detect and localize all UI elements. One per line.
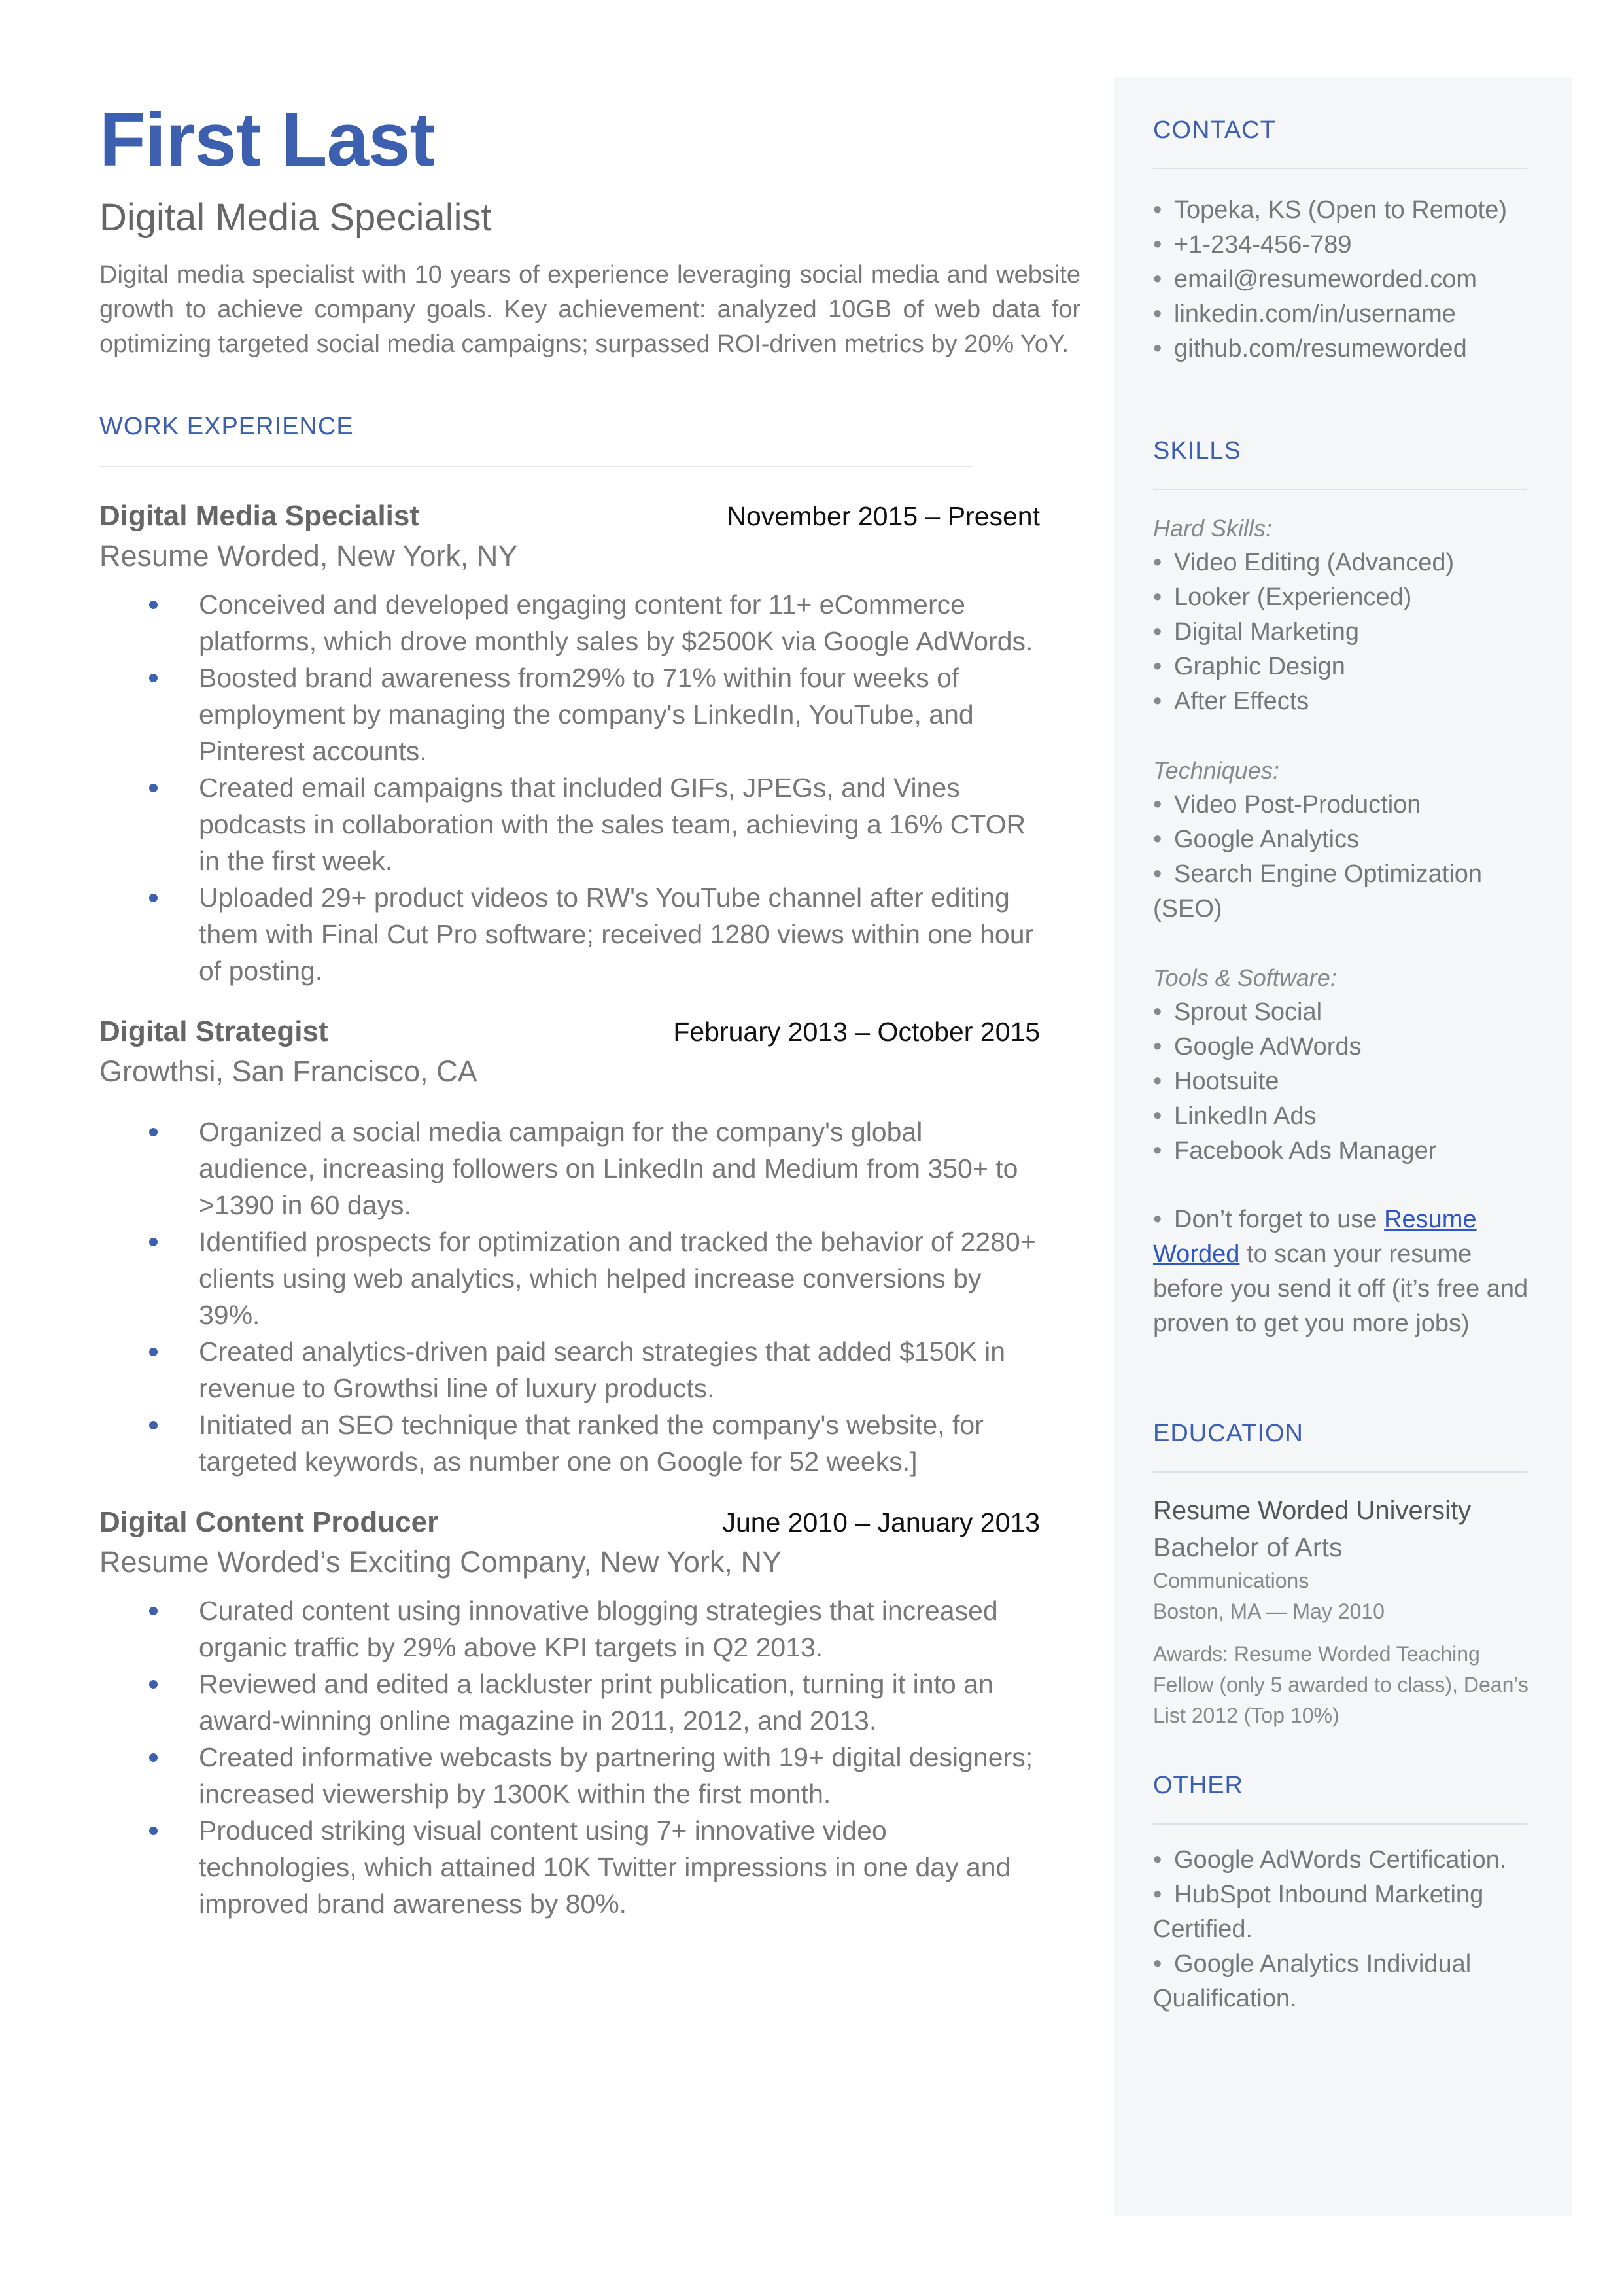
bullet-item: Created informative webcasts by partnering with 19+ digital designers; increased viewership by 1300K within the first month. <box>199 1739 1040 1812</box>
bullet-item: Created analytics-driven paid search strategies that added $150K in revenue to Growthsi line of luxury products. <box>199 1333 1040 1407</box>
skill-item: • After Effects <box>1153 688 1309 715</box>
job-dates: June 2010 – January 2013 <box>722 1507 1040 1538</box>
bullet-item: Created email campaigns that included GIFs, JPEGs, and Vines podcasts in collaboration with the sales team, achieving a 16% CTOR in the first week. <box>199 769 1040 879</box>
skill-item: • Sprout Social <box>1153 998 1322 1026</box>
skill-item: • Video Post-Production <box>1153 791 1421 818</box>
bullet-icon: • <box>1153 335 1162 362</box>
divider <box>99 466 973 467</box>
job-entry <box>99 1015 1040 1480</box>
contact-github[interactable]: • github.com/resumeworded <box>1153 332 1539 366</box>
school-name: Resume Worded University <box>1153 1496 1472 1525</box>
bullet-icon: • <box>1153 300 1162 328</box>
bullet-item: Initiated an SEO technique that ranked the company's website, for targeted keywords, as number one on Google for 52 weeks.] <box>199 1407 1040 1480</box>
bullet-item: Boosted brand awareness from29% to 71% within four weeks of employment by managing the company's LinkedIn, YouTube, and Pinterest accounts. <box>199 659 1040 769</box>
skill-item: • Hootsuite <box>1153 1068 1279 1095</box>
education-awards: Awards: Resume Worded Teaching Fellow (only 5 awarded to class), Dean’s List 2012 (Top 10%) <box>1153 1642 1529 1727</box>
resume-worded-link[interactable]: Resume Worded <box>1153 1206 1477 1268</box>
sidebar <box>1114 77 1572 2216</box>
contact-location: • Topeka, KS (Open to Remote) <box>1153 193 1539 228</box>
field-of-study: Communications <box>1153 1569 1309 1592</box>
skill-item: • Facebook Ads Manager <box>1153 1137 1437 1165</box>
job-title: Digital Media Specialist <box>99 500 420 533</box>
job-company: Growthsi, San Francisco, CA <box>99 1055 477 1089</box>
contact-linkedin[interactable]: • linkedin.com/in/username <box>1153 297 1539 332</box>
main-column <box>99 98 1080 1922</box>
bullet-item: Uploaded 29+ product videos to RW's YouTube channel after editing them with Final Cut Pro software; received 1280 views within one hour of posting. <box>199 879 1040 989</box>
candidate-name: First Last <box>99 97 435 182</box>
contact-heading: CONTACT <box>1153 116 1276 144</box>
job-company: Resume Worded’s Exciting Company, New York, NY <box>99 1545 782 1579</box>
skill-item: • Looker (Experienced) <box>1153 584 1412 611</box>
divider <box>1153 168 1527 169</box>
job-entry <box>99 1506 1040 1922</box>
bullet-item: Organized a social media campaign for the company's global audience, increasing followers on LinkedIn and Medium from 350+ to >1390 in 60 days. <box>199 1113 1040 1223</box>
education-heading: EDUCATION <box>1153 1420 1304 1447</box>
tools-label: Tools & Software: <box>1153 964 1337 991</box>
skills-list <box>1153 511 1539 1341</box>
skill-item: • LinkedIn Ads <box>1153 1102 1317 1130</box>
degree: Bachelor of Arts <box>1153 1532 1343 1562</box>
bullet-item: Produced striking visual content using 7+ innovative video technologies, which attained 10K Twitter impressions in one day and improved brand awareness by 80%. <box>199 1812 1040 1922</box>
skill-item: • Digital Marketing <box>1153 618 1359 646</box>
job-bullets <box>99 586 1040 989</box>
hard-skills-label: Hard Skills: <box>1153 515 1273 542</box>
skill-item: • Video Editing (Advanced) <box>1153 549 1455 576</box>
other-item: • Google AdWords Certification. <box>1153 1846 1507 1874</box>
bullet-icon: • <box>1153 231 1162 258</box>
divider <box>1153 1471 1527 1473</box>
skills-heading: SKILLS <box>1153 437 1241 464</box>
job-entry <box>99 500 1040 989</box>
job-bullets <box>99 1592 1040 1922</box>
bullet-icon: • <box>1153 266 1162 293</box>
job-title: Digital Content Producer <box>99 1506 439 1539</box>
contact-phone[interactable]: • +1-234-456-789 <box>1153 228 1539 262</box>
skill-item: • Graphic Design <box>1153 653 1345 680</box>
bullet-item: Identified prospects for optimization and tracked the behavior of 2280+ clients using web analytics, which helped increase conversions by 39%. <box>199 1223 1040 1333</box>
job-title-headline: Digital Media Specialist <box>99 196 492 239</box>
other-heading: OTHER <box>1153 1772 1243 1799</box>
education-location-date: Boston, MA — May 2010 <box>1153 1600 1385 1623</box>
skill-item: • Google AdWords <box>1153 1033 1362 1060</box>
other-item: • Google Analytics Individual Qualification. <box>1153 1950 1472 2012</box>
job-company: Resume Worded, New York, NY <box>99 539 518 573</box>
contact-list <box>1153 193 1539 366</box>
work-experience-heading: WORK EXPERIENCE <box>99 413 354 441</box>
skill-item: • Google Analytics <box>1153 826 1360 853</box>
job-dates: February 2013 – October 2015 <box>673 1017 1040 1047</box>
summary: Digital media specialist with 10 years of experience leveraging social media and website growth to achieve company goals. Key achievement: analyzed 10GB of web data for optimizing targeted social media campaigns; surpassed ROI-driven metrics by 20% YoY. <box>99 261 1080 359</box>
divider <box>1153 1823 1527 1825</box>
divider <box>1153 489 1527 490</box>
skill-item: • Search Engine Optimization (SEO) <box>1153 860 1483 922</box>
resume-tip: • Don’t forget to use Resume Worded to scan your resume before you send it off (it’s free and proven to get you more jobs) <box>1153 1206 1529 1337</box>
bullet-icon: • <box>1153 196 1162 224</box>
bullet-item: Conceived and developed engaging content for 11+ eCommerce platforms, which drove monthly sales by $2500K via Google AdWords. <box>199 586 1040 659</box>
job-title: Digital Strategist <box>99 1015 328 1048</box>
job-bullets <box>99 1113 1040 1480</box>
other-item: • HubSpot Inbound Marketing Certified. <box>1153 1881 1484 1943</box>
bullet-item: Curated content using innovative blogging strategies that increased organic traffic by 29% above KPI targets in Q2 2013. <box>199 1592 1040 1666</box>
education-entry <box>1153 1492 1539 1731</box>
contact-email[interactable]: • email@resumeworded.com <box>1153 262 1539 297</box>
techniques-label: Techniques: <box>1153 757 1279 784</box>
job-dates: November 2015 – Present <box>727 501 1040 532</box>
bullet-item: Reviewed and edited a lackluster print publication, turning it into an award-winning online magazine in 2011, 2012, and 2013. <box>199 1666 1040 1739</box>
other-list <box>1153 1843 1539 2016</box>
